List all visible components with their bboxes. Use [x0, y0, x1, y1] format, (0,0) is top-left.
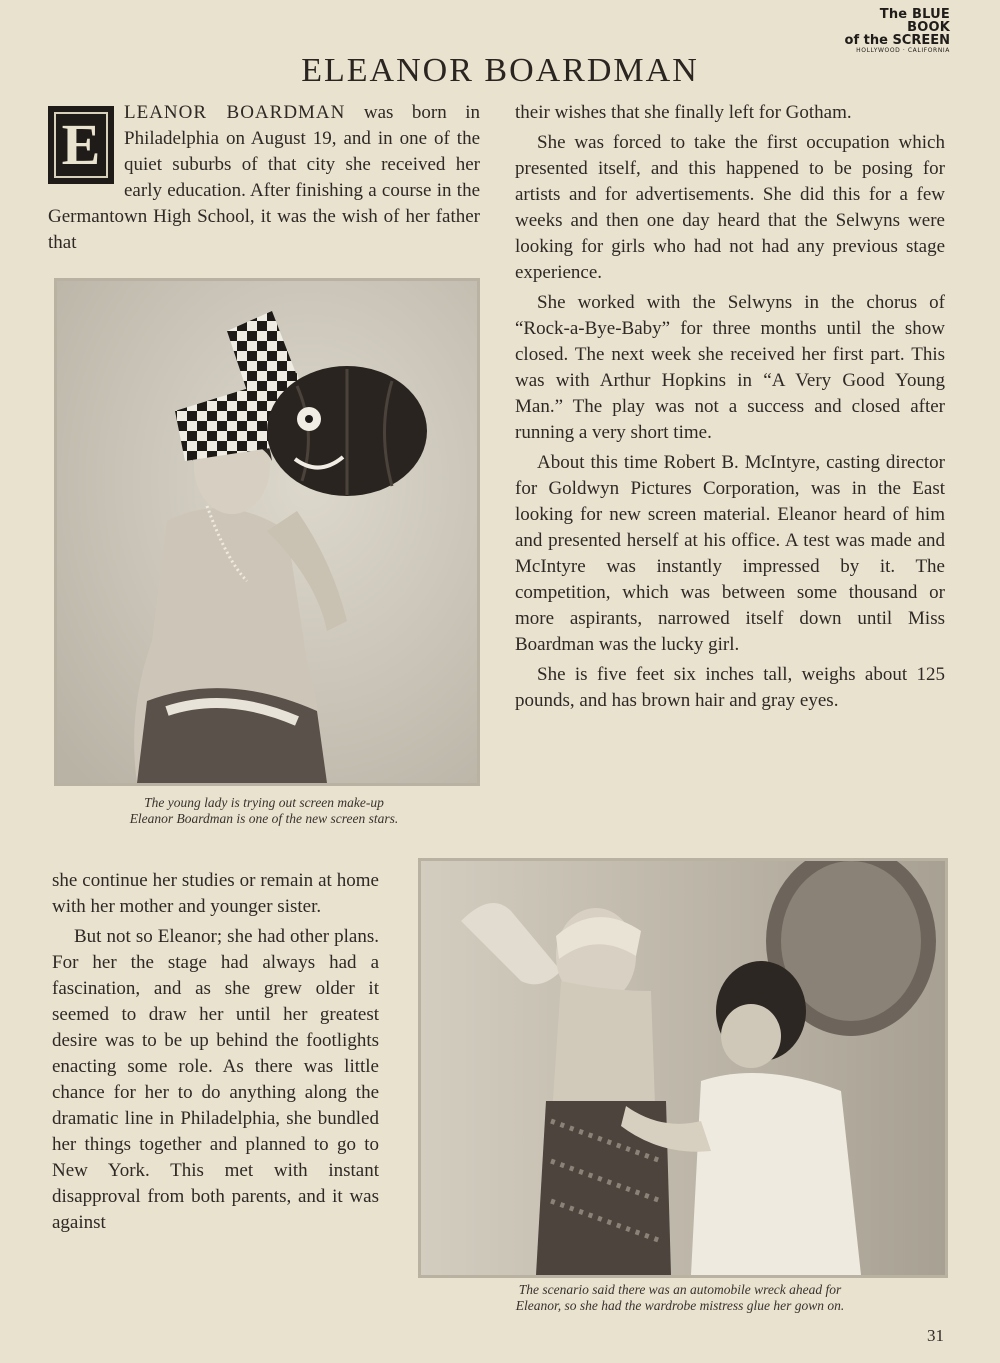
article-title: ELEANOR BOARDMAN: [301, 52, 699, 89]
caption-makeup-line-1: The young lady is trying out screen make-up: [144, 795, 384, 810]
page-number: 31: [927, 1326, 944, 1345]
masthead-logo: [840, 8, 950, 54]
caption-wardrobe-line-2: Eleanor, so she had the wardrobe mistress glue her gown on.: [515, 1298, 845, 1313]
opening-caps: LEANOR BOARDMAN: [124, 102, 346, 123]
photo-wardrobe: [418, 858, 948, 1278]
right-paragraph-1: their wishes that she finally left for Gotham.: [515, 102, 852, 123]
right-paragraph-5: She is five feet six inches tall, weighs about 125 pounds, and has brown hair and gray eyes.: [515, 664, 945, 711]
masthead-line-2: of the SCREEN: [844, 33, 950, 48]
right-paragraph-3: She worked with the Selwyns in the chorus of “Rock-a-Bye-Baby” for three months until the show closed. The next week she received her first part. This was with Arthur Hopkins in “A Very Good Young Man.” The play was not a success and closed after running a very short time.: [515, 292, 945, 443]
masthead-line-1: The BLUE BOOK: [879, 7, 950, 35]
left-column-top: [48, 100, 480, 260]
drop-cap-letter: E: [61, 112, 101, 177]
masthead-line-3: HOLLYWOOD · CALIFORNIA: [856, 47, 950, 54]
left-bottom-paragraph-1: she continue her studies or remain at home with her mother and younger sister.: [52, 870, 379, 917]
caption-makeup: [54, 795, 474, 827]
photo-makeup: [54, 278, 480, 786]
caption-wardrobe: [418, 1282, 942, 1314]
left-bottom-paragraph-2: But not so Eleanor; she had other plans. For her the stage had always had a fascination, and as she grew older it seemed to draw her until her greatest desire was to be up behind the footlights enacting some role. As there was little chance for her to do anything along the dramatic line in Philadelphia, she bundled her things together and planned to go to New York. This met with instant disapproval from both parents, and it was against: [52, 926, 379, 1233]
caption-wardrobe-line-1: The scenario said there was an automobile wreck ahead for: [518, 1282, 842, 1297]
photo-wardrobe-image: [421, 861, 945, 1275]
right-paragraph-2: She was forced to take the first occupation which presented itself, and this happened to be posing for artists and for advertisements. She did this for a few weeks and then one day heard that the Selwyns were looking for girls who had not had any previous stage experience.: [515, 132, 945, 283]
caption-makeup-line-2: Eleanor Boardman is one of the new screen stars.: [129, 811, 399, 826]
right-column: [515, 100, 945, 718]
opening-text: was born in Philadelphia on August 19, and in one of the quiet suburbs of that city she received her early education. After finishing a course in the Germantown High School, it was the wish of her father that: [48, 102, 480, 253]
drop-cap: [48, 106, 114, 184]
right-paragraph-4: About this time Robert B. McIntyre, casting director for Goldwyn Pictures Corporation, was in the East looking for new screen material. Eleanor heard of him and presented herself at his office. A test was made and McIntyre was instantly impressed by it. The competition, which was between some thousand or more aspirants, narrowed itself down until Miss Boardman was the lucky girl.: [515, 452, 945, 655]
left-column-bottom: [52, 868, 379, 1240]
photo-makeup-image: [57, 281, 477, 783]
